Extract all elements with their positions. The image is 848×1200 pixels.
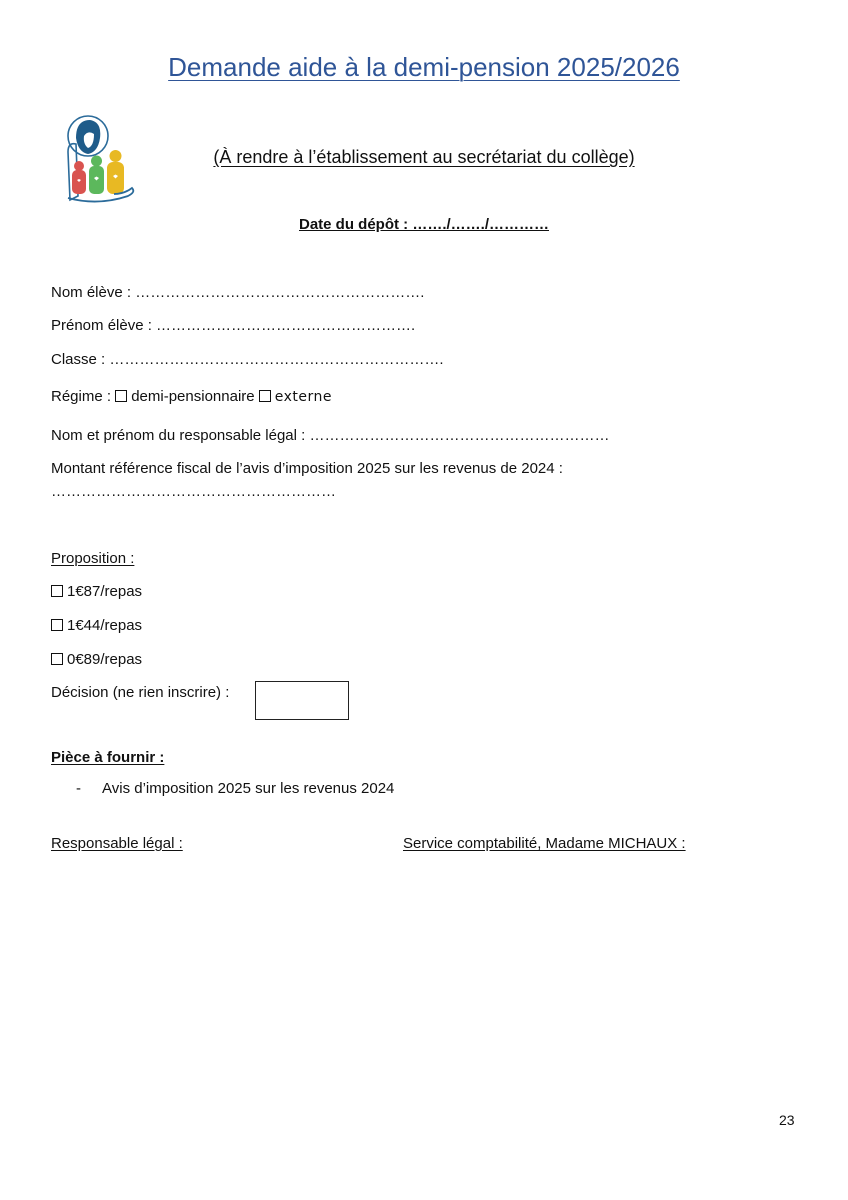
regime-option-demi-pensionnaire: demi-pensionnaire xyxy=(131,388,255,405)
regime-row xyxy=(51,388,332,405)
document-title: Demande aide à la demi-pension 2025/2026 xyxy=(168,52,680,82)
option-label-2: 1€44/repas xyxy=(67,617,143,634)
checkbox-demi-pensionnaire[interactable] xyxy=(115,390,127,402)
option-row-1 xyxy=(51,583,142,600)
student-firstname-field: Prénom élève : ……………………………………………. xyxy=(51,317,416,334)
piece-dash: - xyxy=(76,780,81,797)
deposit-date: Date du dépôt : ……./……./………… xyxy=(299,216,549,233)
option-label-3: 0€89/repas xyxy=(67,651,143,668)
tax-reference-dots: ………………………………………………… xyxy=(51,483,336,500)
legal-guardian-field: Nom et prénom du responsable légal : …………………………………………………… xyxy=(51,427,610,444)
decision-label: Décision (ne rien inscrire) : xyxy=(51,684,230,701)
regime-label: Régime : xyxy=(51,388,112,405)
proposition-heading: Proposition : xyxy=(51,550,135,567)
class-field: Classe : …………………………………………………………. xyxy=(51,351,444,368)
checkbox-externe[interactable] xyxy=(259,390,271,402)
option-label-1: 1€87/repas xyxy=(67,583,143,600)
option-row-3 xyxy=(51,651,142,668)
checkbox-option-2[interactable] xyxy=(51,619,63,631)
regime-option-externe: externe xyxy=(274,389,333,405)
tax-reference-label: Montant référence fiscal de l’avis d’imposition 2025 sur les revenus de 2024 : xyxy=(51,460,563,477)
page-number: 23 xyxy=(779,1112,795,1128)
option-row-2 xyxy=(51,617,142,634)
decision-box xyxy=(255,681,349,720)
pieces-heading: Pièce à fournir : xyxy=(51,749,165,766)
piece-item: Avis d’imposition 2025 sur les revenus 2024 xyxy=(102,780,395,797)
subtitle: (À rendre à l’établissement au secrétariat du collège) xyxy=(213,147,635,167)
signature-accounting-service: Service comptabilité, Madame MICHAUX : xyxy=(403,835,686,852)
checkbox-option-1[interactable] xyxy=(51,585,63,597)
student-name-field: Nom élève : …………………………………………………. xyxy=(51,284,425,301)
checkbox-option-3[interactable] xyxy=(51,653,63,665)
signature-legal-guardian: Responsable légal : xyxy=(51,835,183,852)
